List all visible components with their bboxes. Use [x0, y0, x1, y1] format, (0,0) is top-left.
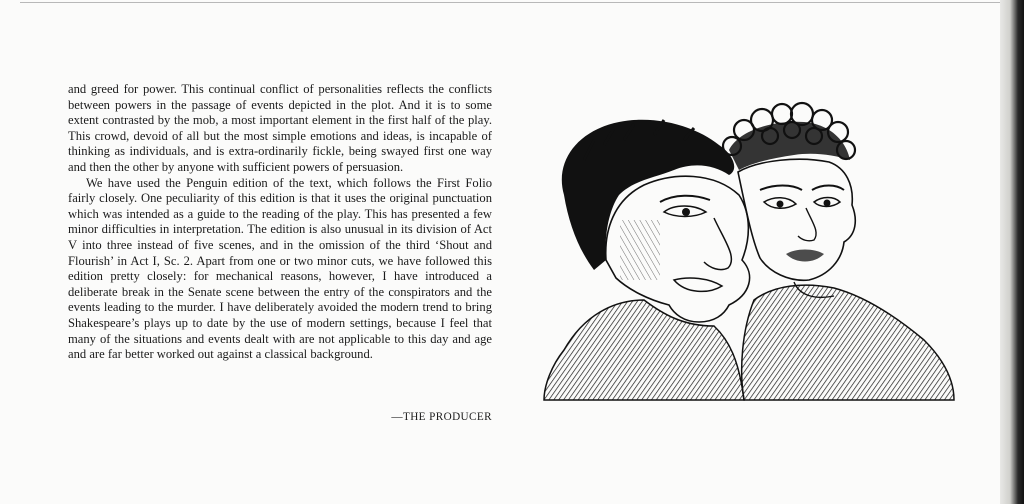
paragraph-1: and greed for power. This continual conflict of personalities reflects the conflicts between powers in the passage of events depicted in the plot. And it is to some extent contrasted by the mob, a most important element in the first half of the play. This crowd, devoid of all but the most simple emotions and ideas, is incapable of thinking as individuals, and is extra-ordinarily fickle, being swayed first one way and then the other by anyone with sufficient powers of persuasion.	[68, 82, 492, 174]
paragraph-2: We have used the Penguin edition of the text, which follows the First Folio fairly closely. One peculiarity of this edition is that it uses the original punctuation which was intended as a guide to the reading of the play. This has presented a few minor difficulties in interpretation. The edition is also unusual in its division of Act V into three instead of five scenes, and in the omission of the third ‘Shout and Flourish’ in Act I, Sc. 2. Apart from one or two minor cuts, we have followed this edition pretty closely: for mechanical reasons, however, I have introduced a deliberate break in the Senate scene between the entry of the conspirators and the events leading to the murder. I have deliberately avoided the modern trend to bring Shakespeare’s plays up to date by the use of modern settings, because I feel that many of the situations and events dealt with are not applicable to this day and age and are far better worked out against a classical background.	[68, 175, 492, 362]
page-top-edge	[20, 2, 1020, 3]
producer-signature: —THE PRODUCER	[391, 411, 492, 423]
page-binding-edge	[1000, 0, 1024, 504]
two-faces-sketch-icon	[524, 100, 960, 406]
producer-note	[68, 82, 492, 363]
